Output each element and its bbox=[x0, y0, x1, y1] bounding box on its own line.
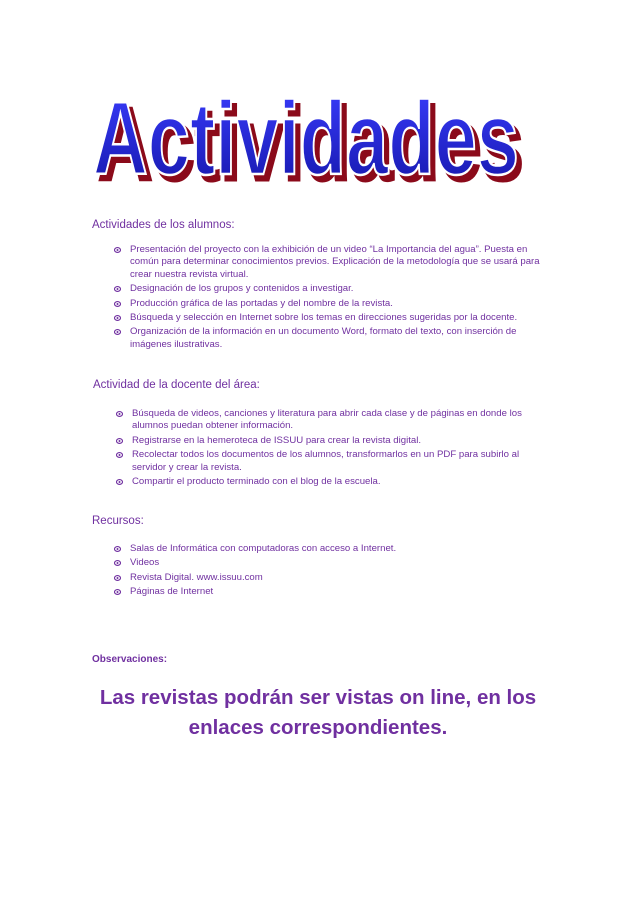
list-alumnos bbox=[114, 244, 546, 353]
list-item-text: Salas de Informática con computadoras con acceso a Internet. bbox=[130, 543, 397, 554]
list-item-text: Páginas de Internet bbox=[130, 586, 214, 598]
list-item bbox=[114, 312, 546, 324]
bullet-icon bbox=[114, 589, 121, 595]
list-item-text: Compartir el producto terminado con el blog de la escuela. bbox=[132, 476, 381, 488]
actividades-banner bbox=[88, 88, 538, 198]
bullet-icon bbox=[114, 329, 121, 335]
list-item-text: Presentación del proyecto con la exhibición de un video “La Importancia del agua”. Puesta en común para determinar conocimientos previos. Explicación de la metodología que se usará para crear nuestra revista virtual. bbox=[130, 244, 540, 280]
list-item bbox=[116, 449, 546, 474]
bullet-icon bbox=[114, 575, 121, 581]
bullet-icon bbox=[116, 411, 123, 417]
list-item bbox=[116, 476, 546, 488]
list-item bbox=[114, 572, 544, 584]
list-item-text: Producción gráfica de las portadas y del nombre de la revista. bbox=[130, 297, 393, 309]
bullet-icon bbox=[116, 452, 123, 458]
list-item bbox=[116, 408, 546, 433]
observaciones-note: Las revistas podrán ser vistas on line, en los enlaces correspondientes. bbox=[99, 686, 537, 739]
heading-alumnos: Actividades de los alumnos: bbox=[92, 219, 235, 231]
list-docente bbox=[116, 408, 546, 490]
bullet-icon bbox=[114, 301, 121, 307]
list-item-text: Designación de los grupos y contenidos a investigar. bbox=[130, 283, 354, 295]
list-item bbox=[114, 298, 546, 310]
list-item bbox=[116, 435, 546, 447]
bullet-icon bbox=[114, 315, 121, 321]
bullet-icon bbox=[116, 479, 123, 485]
heading-observaciones: Observaciones: bbox=[92, 654, 168, 665]
list-recursos bbox=[114, 543, 544, 601]
banner-shadow-text: Actividades bbox=[98, 88, 524, 198]
list-item-text: Organización de la información en un documento Word, formato del texto, con inserción de imágenes ilustrativas. bbox=[130, 326, 517, 350]
banner-text: Actividades bbox=[93, 88, 519, 197]
list-item bbox=[114, 326, 546, 351]
list-item-text: Búsqueda de videos, canciones y literatura para abrir cada clase y de páginas en donde los alumnos puedan obtener información. bbox=[132, 408, 522, 432]
list-item-text: Búsqueda y selección en Internet sobre los temas en direcciones sugeridas por la docente. bbox=[130, 312, 518, 324]
heading-recursos: Recursos: bbox=[92, 515, 144, 527]
bullet-icon bbox=[114, 247, 121, 253]
list-item-text: Revista Digital. www.issuu.com bbox=[130, 571, 263, 583]
list-item bbox=[114, 283, 546, 295]
bullet-icon bbox=[114, 560, 121, 566]
list-item-text: Registrarse en la hemeroteca de ISSUU para crear la revista digital. bbox=[132, 434, 422, 446]
list-item bbox=[114, 586, 544, 598]
bullet-icon bbox=[114, 546, 121, 552]
bullet-icon bbox=[116, 438, 123, 444]
list-item bbox=[114, 557, 544, 569]
heading-docente: Actividad de la docente del área: bbox=[93, 379, 260, 391]
list-item bbox=[114, 543, 544, 555]
list-item bbox=[114, 244, 546, 281]
bullet-icon bbox=[114, 286, 121, 292]
list-item-text: Recolectar todos los documentos de los alumnos, transformarlos en un PDF para subirlo al servidor y crear la revista. bbox=[132, 449, 520, 473]
list-item-text: Videos bbox=[130, 557, 160, 569]
